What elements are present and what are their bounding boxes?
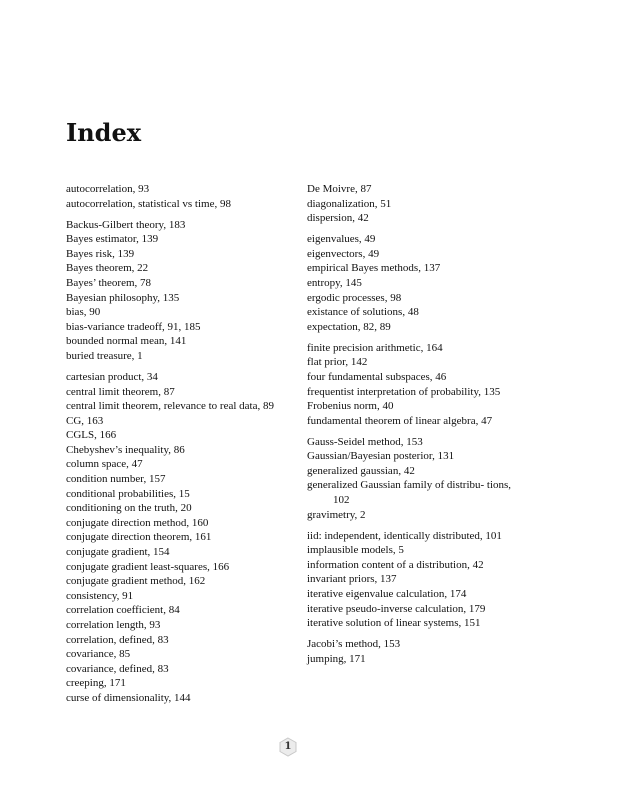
index-entry: Jacobi’s method, 153 <box>307 638 401 651</box>
index-entry: buried treasure, 1 <box>66 349 143 362</box>
index-entry: Bayesian philosophy, 135 <box>66 291 180 304</box>
index-entry: empirical Bayes methods, 137 <box>307 262 441 275</box>
index-entry: CGLS, 166 <box>66 429 117 442</box>
index-entry: gravimetry, 2 <box>307 508 366 521</box>
index-column-right <box>307 182 519 673</box>
index-group <box>307 529 519 631</box>
index-entry: existance of solutions, 48 <box>307 306 419 319</box>
index-entry: frequentist interpretation of probability, 135 <box>307 385 501 398</box>
index-entry: conjugate direction method, 160 <box>66 516 209 529</box>
index-group <box>307 341 519 429</box>
index-entry: correlation coefficient, 84 <box>66 604 180 617</box>
index-group <box>307 637 519 666</box>
index-entry: conjugate gradient least-squares, 166 <box>66 560 230 573</box>
index-entry: finite precision arithmetic, 164 <box>307 341 443 354</box>
index-entry: four fundamental subspaces, 46 <box>307 370 447 383</box>
index-entry: conditioning on the truth, 20 <box>66 502 192 515</box>
index-entry: central limit theorem, 87 <box>66 385 175 398</box>
index-entry: correlation length, 93 <box>66 619 161 631</box>
index-entry: CG, 163 <box>66 414 104 427</box>
index-entry: Bayes estimator, 139 <box>66 233 159 246</box>
index-entry: creeping, 171 <box>66 677 126 690</box>
index-entry: autocorrelation, 93 <box>66 183 150 195</box>
index-entry: eigenvectors, 49 <box>307 247 380 260</box>
index-entry: column space, 47 <box>66 458 143 471</box>
index-entry: ergodic processes, 98 <box>307 291 402 304</box>
index-entry: conjugate gradient, 154 <box>66 546 170 559</box>
page-number: 1 <box>284 741 292 752</box>
index-column-left <box>66 182 291 712</box>
index-entry: central limit theorem, relevance to real data, 89 <box>66 400 274 413</box>
index-entry: information content of a distribution, 42 <box>307 558 484 571</box>
index-entry: eigenvalues, 49 <box>307 233 376 246</box>
index-entry: iterative pseudo-inverse calculation, 179 <box>307 602 486 615</box>
index-group <box>66 182 291 211</box>
index-entry: Gaussian/Bayesian posterior, 131 <box>307 450 455 463</box>
index-entry: condition number, 157 <box>66 473 166 486</box>
index-entry: generalized gaussian, 42 <box>307 464 415 477</box>
index-entry: iid: independent, identically distributed, 101 <box>307 529 502 542</box>
index-entry: jumping, 171 <box>307 652 366 665</box>
index-group <box>66 370 291 706</box>
index-entry: conjugate gradient method, 162 <box>66 575 206 588</box>
index-entry: Bayes risk, 139 <box>66 247 135 260</box>
index-entry: diagonalization, 51 <box>307 197 392 210</box>
index-group <box>307 232 519 334</box>
index-entry: bias, 90 <box>66 306 101 319</box>
index-entry: covariance, 85 <box>66 648 131 661</box>
index-entry: dispersion, 42 <box>307 212 369 225</box>
index-entry: Backus-Gilbert theory, 183 <box>66 218 186 231</box>
index-entry: implausible models, 5 <box>307 544 404 557</box>
index-entry: Chebyshev’s inequality, 86 <box>66 443 185 456</box>
index-entry: curse of dimensionality, 144 <box>66 691 191 704</box>
index-entry: autocorrelation, statistical vs time, 98 <box>66 197 231 210</box>
index-entry: expectation, 82, 89 <box>307 320 391 333</box>
index-entry: cartesian product, 34 <box>66 370 158 383</box>
index-entry: covariance, defined, 83 <box>66 662 169 675</box>
index-entry: conjugate direction theorem, 161 <box>66 531 212 544</box>
index-entry: bias-variance tradeoff, 91, 185 <box>66 320 201 333</box>
index-entry: iterative eigenvalue calculation, 174 <box>307 588 467 600</box>
index-entry: De Moivre, 87 <box>307 183 372 195</box>
index-entry: consistency, 91 <box>66 589 134 602</box>
index-entry: invariant priors, 137 <box>307 573 397 586</box>
index-entry: flat prior, 142 <box>307 356 368 369</box>
index-entry: fundamental theorem of linear algebra, 47 <box>307 414 493 427</box>
index-entry: correlation, defined, 83 <box>66 633 169 646</box>
page-number-badge <box>278 737 298 757</box>
index-entry: bounded normal mean, 141 <box>66 335 187 348</box>
page-title: Index <box>66 118 142 147</box>
index-entry: Bayes theorem, 22 <box>66 262 149 275</box>
index-entry: generalized Gaussian family of distribu- tions, 102 <box>307 479 512 507</box>
index-group <box>66 218 291 364</box>
index-entry: iterative solution of linear systems, 151 <box>307 617 481 630</box>
index-entry: Frobenius norm, 40 <box>307 400 394 413</box>
index-entry: Bayes’ theorem, 78 <box>66 276 152 289</box>
index-entry: Gauss-Seidel method, 153 <box>307 435 423 448</box>
index-group <box>307 435 519 523</box>
index-entry: conditional probabilities, 15 <box>66 487 190 500</box>
index-entry: entropy, 145 <box>307 276 362 289</box>
index-group <box>307 182 519 226</box>
